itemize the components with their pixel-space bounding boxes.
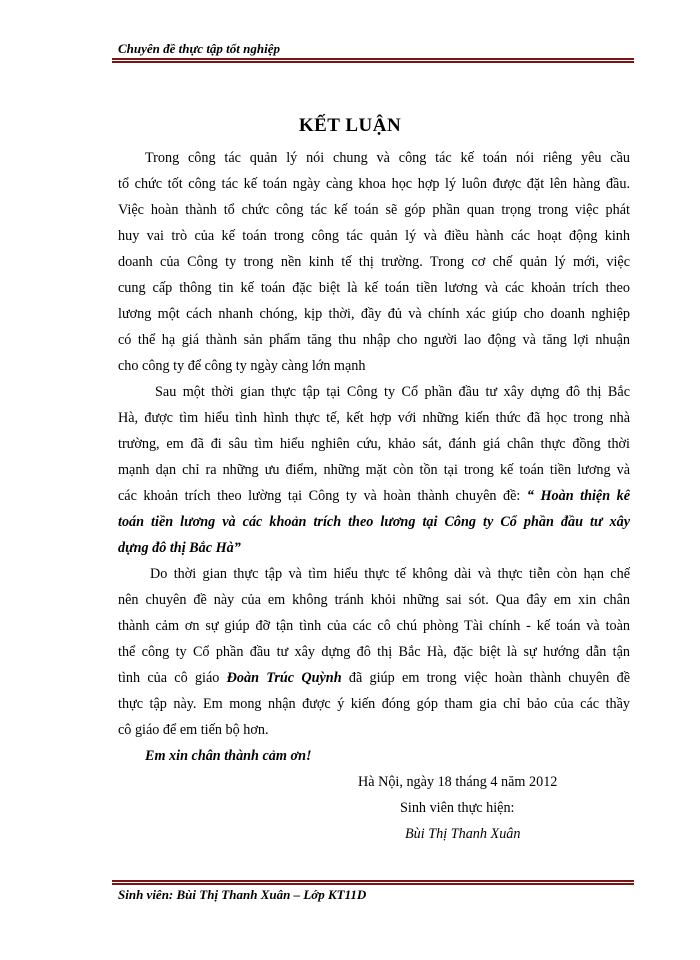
para1-line-2: tổ chức tốt công tác kế toán ngày càng khoa học hợp lý luôn được đặt lên hàng đầu. [118,176,630,192]
para2-line-5-text: các khoản trích theo lường tại Công ty và hoàn thành chuyên đề: [118,488,527,504]
para2-line-3: trường, em đã đi sâu tìm hiểu nghiên cứu, khảo sát, đánh giá chân thực đồng thời [118,436,630,452]
footer-rule-secondary [112,883,634,885]
header-rule [112,58,634,60]
signature-date: Hà Nội, ngày 18 tháng 4 năm 2012 [358,774,558,790]
para3-line-5-b: đã giúp em trong việc hoàn thành chuyên đề [341,670,630,686]
para3-line-6: thực tập này. Em mong nhận được ý kiến đóng góp tham gia chỉ bảo của các thầy [118,696,630,712]
page-title: KẾT LUẬN [298,115,402,136]
para2-line-1: Sau một thời gian thực tập tại Công ty Cổ phần đầu tư xây dựng đô thị Bắc [155,384,630,400]
para2-line-2: Hà, được tìm hiểu tình hình thực tế, kết hợp với những kiến thức đã học trong nhà [118,410,630,426]
running-header: Chuyên đề thực tập tốt nghiệp [118,41,280,56]
para3-line-4: thể công ty Cổ phần đầu tư xây dựng đô thị Bắc Hà, đặc biệt là sự hướng dẫn tận [118,644,630,660]
para1-line-8: có thể hạ giá thành sản phẩm tăng thu nhập cho người lao động và tăng lợi nhuận [118,332,630,348]
running-footer: Sinh viên: Bùi Thị Thanh Xuân – Lớp KT11D [118,887,367,902]
para3-line-5 [118,670,630,687]
para1-line-6: cung cấp thông tin kế toán đặc biệt là kế toán tiền lương và các khoản trích theo [118,280,630,296]
header-rule-secondary [112,61,634,63]
thanks-line: Em xin chân thành cảm ơn! [145,748,312,764]
project-title-end: dựng đô thị Bắc Hà” [118,540,241,556]
para1-line-1: Trong công tác quản lý nói chung và công tác kế toán nói riêng yêu cầu [145,150,630,166]
signature-name: Bùi Thị Thanh Xuân [405,826,521,842]
para1-line-7: lương một cách nhanh chóng, kịp thời, đầy đủ và chính xác giúp cho doanh nghiệp [118,306,630,322]
para2-line-5 [118,488,630,505]
project-title-start: “ Hoàn thiện kế [526,488,630,504]
para1-line-9: cho công ty để công ty ngày càng lớn mạnh [118,358,366,374]
para3-line-2: nên chuyên đề này của em không tránh khỏi những sai sót. Qua đây em xin chân [118,592,630,608]
para3-line-3: thành cảm ơn sự giúp đỡ tận tình của các cô chú phòng Tài chính - kế toán và toàn [118,618,630,634]
signature-role: Sinh viên thực hiện: [400,800,515,816]
footer-rule [112,880,634,882]
para1-line-4: huy vai trò của kế toán trong công tác quản lý và điều hành các hoạt động kinh [118,228,630,244]
para1-line-3: Việc hoàn thành tổ chức công tác kế toán sẽ góp phần quan trọng trong việc phát [118,202,630,218]
para3-line-1: Do thời gian thực tập và tìm hiểu thực tế không dài và thực tiễn còn hạn chế [150,566,630,582]
project-title-line: toán tiền lương và các khoản trích theo lương tại Công ty Cổ phần đầu tư xây [118,514,630,530]
supervisor-name: Đoàn Trúc Quỳnh [226,670,342,686]
para2-line-4: mạnh dạn chỉ ra những ưu điểm, những mặt còn tồn tại trong kế toán tiền lương và [118,462,630,478]
para1-line-5: doanh của Công ty trong nền kinh tế thị trường. Trong cơ chế quản lý mới, việc [118,254,630,270]
para3-line-5-a: tình của cô giáo [118,670,227,686]
para3-line-7: cô giáo để em tiến bộ hơn. [118,722,269,738]
